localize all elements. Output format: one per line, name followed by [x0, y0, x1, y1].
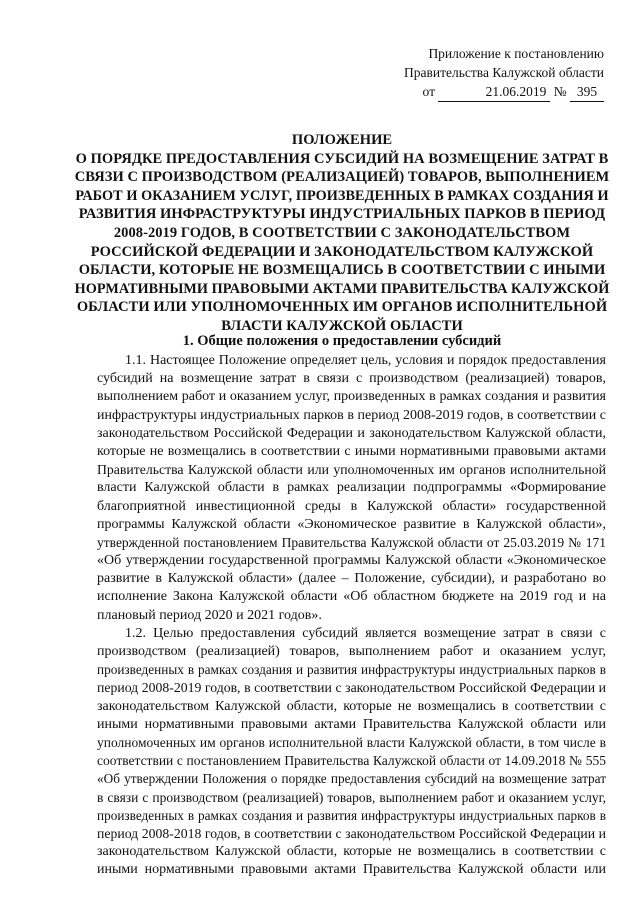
title-line: РАЗВИТИЯ ИНФРАСТРУКТУРЫ ИНДУСТРИАЛЬНЫХ ПАРКОВ В ПЕРИОД — [78, 206, 606, 223]
resolution-date: 21.06.2019 — [438, 82, 550, 102]
title-line: ПОЛОЖЕНИЕ — [291, 132, 393, 148]
title-line: ОБЛАСТИ ИЛИ УПОЛНОМОЧЕННЫХ ИМ ОРГАНОВ ИСПОЛНИТЕЛЬНОЙ — [76, 299, 608, 316]
title-line: О ПОРЯДКЕ ПРЕДОСТАВЛЕНИЯ СУБСИДИЙ НА ВОЗМЕЩЕНИЕ ЗАТРАТ В — [75, 150, 609, 167]
text-line: произведенных в рамках создания и развития инфраструктуры индустриальных парков в — [97, 807, 606, 823]
title-line: РАБОТ И ОКАЗАНИЕМ УСЛУГ, ПРОИЗВЕДЕННЫХ В РАМКАХ СОЗДАНИЯ И — [75, 187, 609, 204]
text-line: производством (реализацией) товаров, выполнением работ и оказанием услуг, — [97, 644, 606, 659]
appendix-line-2: Правительства Калужской области — [403, 65, 604, 80]
text-line: произведенных в рамках создания и развития инфраструктуры индустриальных парков в — [97, 662, 606, 678]
text-line: власти Калужской области в рамках реализации подпрограммы «Формирование — [97, 480, 606, 496]
document-body — [97, 352, 606, 879]
paragraph-1-2 — [97, 625, 606, 880]
text-line: иными нормативными правовыми актами Правительства Калужской области или — [97, 716, 606, 732]
title-line: ОБЛАСТИ, КОТОРЫЕ НЕ ВОЗМЕЩАЛИСЬ В СООТВЕТСТВИИ С ИНЫМИ — [78, 262, 606, 279]
text-line: законодательством Калужской области, которые не возмещались в соответствии с — [97, 844, 606, 860]
from-label: от — [422, 84, 435, 99]
appendix-line-1: Приложение к постановлению — [428, 46, 604, 61]
text-line: иными нормативными правовыми актами Правительства Калужской области или — [97, 862, 606, 878]
paragraph-1-1 — [97, 352, 606, 625]
resolution-number: 395 — [570, 82, 604, 102]
text-line: Правительства Калужской области или уполномоченных им органов исполнительной — [97, 462, 606, 478]
text-line: «Об утверждении Положения о порядке предоставления субсидий на возмещение затрат — [97, 771, 606, 787]
title-line: СВЯЗИ С ПРОИЗВОДСТВОМ (РЕАЛИЗАЦИЕЙ) ТОВАРОВ, ВЫПОЛНЕНИЕМ — [74, 169, 610, 186]
text-line: программы Калужской области «Экономическое развитие в Калужской области», — [97, 516, 606, 532]
text-line: исполнение Закона Калужской области «Об областном бюджете на 2019 год и на — [97, 589, 606, 605]
text-line: развитие в Калужской области» (далее – Положение, субсидии), и разработано во — [97, 571, 606, 587]
section-heading: 1. Общие положения о предоставлении субсидий — [182, 333, 502, 349]
text-line: утвержденной постановлением Правительства Калужской области от 25.03.2019 № 171 — [97, 534, 606, 550]
text-line: благоприятной инвестиционной среды в Калужской области» государственной — [97, 498, 606, 514]
text-line: законодательством Калужской области, которые не возмещались в соответствии с — [97, 698, 606, 714]
text-line: в связи с производством (реализацией) товаров, выполнением работ и оказанием услуг, — [97, 789, 606, 805]
appendix-date-line — [330, 82, 604, 102]
text-line: 1.2. Целью предоставления субсидий является возмещение затрат в связи с — [125, 625, 606, 641]
title-line: НОРМАТИВНЫМИ ПРАВОВЫМИ АКТАМИ ПРАВИТЕЛЬСТВА КАЛУЖСКОЙ — [74, 280, 610, 297]
text-line: период 2008-2018 годов, в соответствии с законодательством Российской Федерации и — [97, 825, 606, 841]
text-line: субсидий на возмещение затрат в связи с производством (реализацией) товаров, — [97, 371, 606, 387]
title-line: ВЛАСТИ КАЛУЖСКОЙ ОБЛАСТИ — [221, 317, 463, 334]
text-line: уполномоченных им органов исполнительной власти Калужской области, в том числе в — [97, 734, 606, 750]
title-line: РОССИЙСКОЙ ФЕДЕРАЦИИ И ЗАКОНОДАТЕЛЬСТВОМ КАЛУЖСКОЙ — [90, 243, 594, 260]
appendix-note — [330, 44, 604, 102]
text-line: плановый период 2020 и 2021 годов». — [97, 607, 322, 623]
text-line: «Об утверждении государственной программы Калужской области «Экономическое — [97, 553, 606, 569]
text-line: выполнением работ и оказанием услуг, произведенных в рамках создания и развития — [97, 389, 606, 405]
text-line: период 2008-2019 годов, в соответствии с законодательством Российской Федерации и — [97, 680, 606, 696]
text-line: законодательством Российской Федерации и законодательством Калужской области, — [97, 425, 606, 441]
text-line: 1.1. Настоящее Положение определяет цель, условия и порядок предоставления — [125, 353, 606, 368]
document-title — [72, 131, 612, 336]
text-line: инфраструктуры индустриальных парков в период 2008-2019 годов, в соответствии с — [97, 407, 606, 423]
title-line: 2008-2019 ГОДОВ, В СООТВЕТСТВИИ С ЗАКОНОДАТЕЛЬСТВОМ — [113, 224, 571, 241]
text-line: соответствии с постановлением Правительства Калужской области от 14.09.2018 № 555 — [97, 753, 606, 769]
text-line: которые не возмещались в соответствии с иными нормативными правовыми актами — [97, 443, 606, 459]
number-label: № — [553, 84, 567, 99]
